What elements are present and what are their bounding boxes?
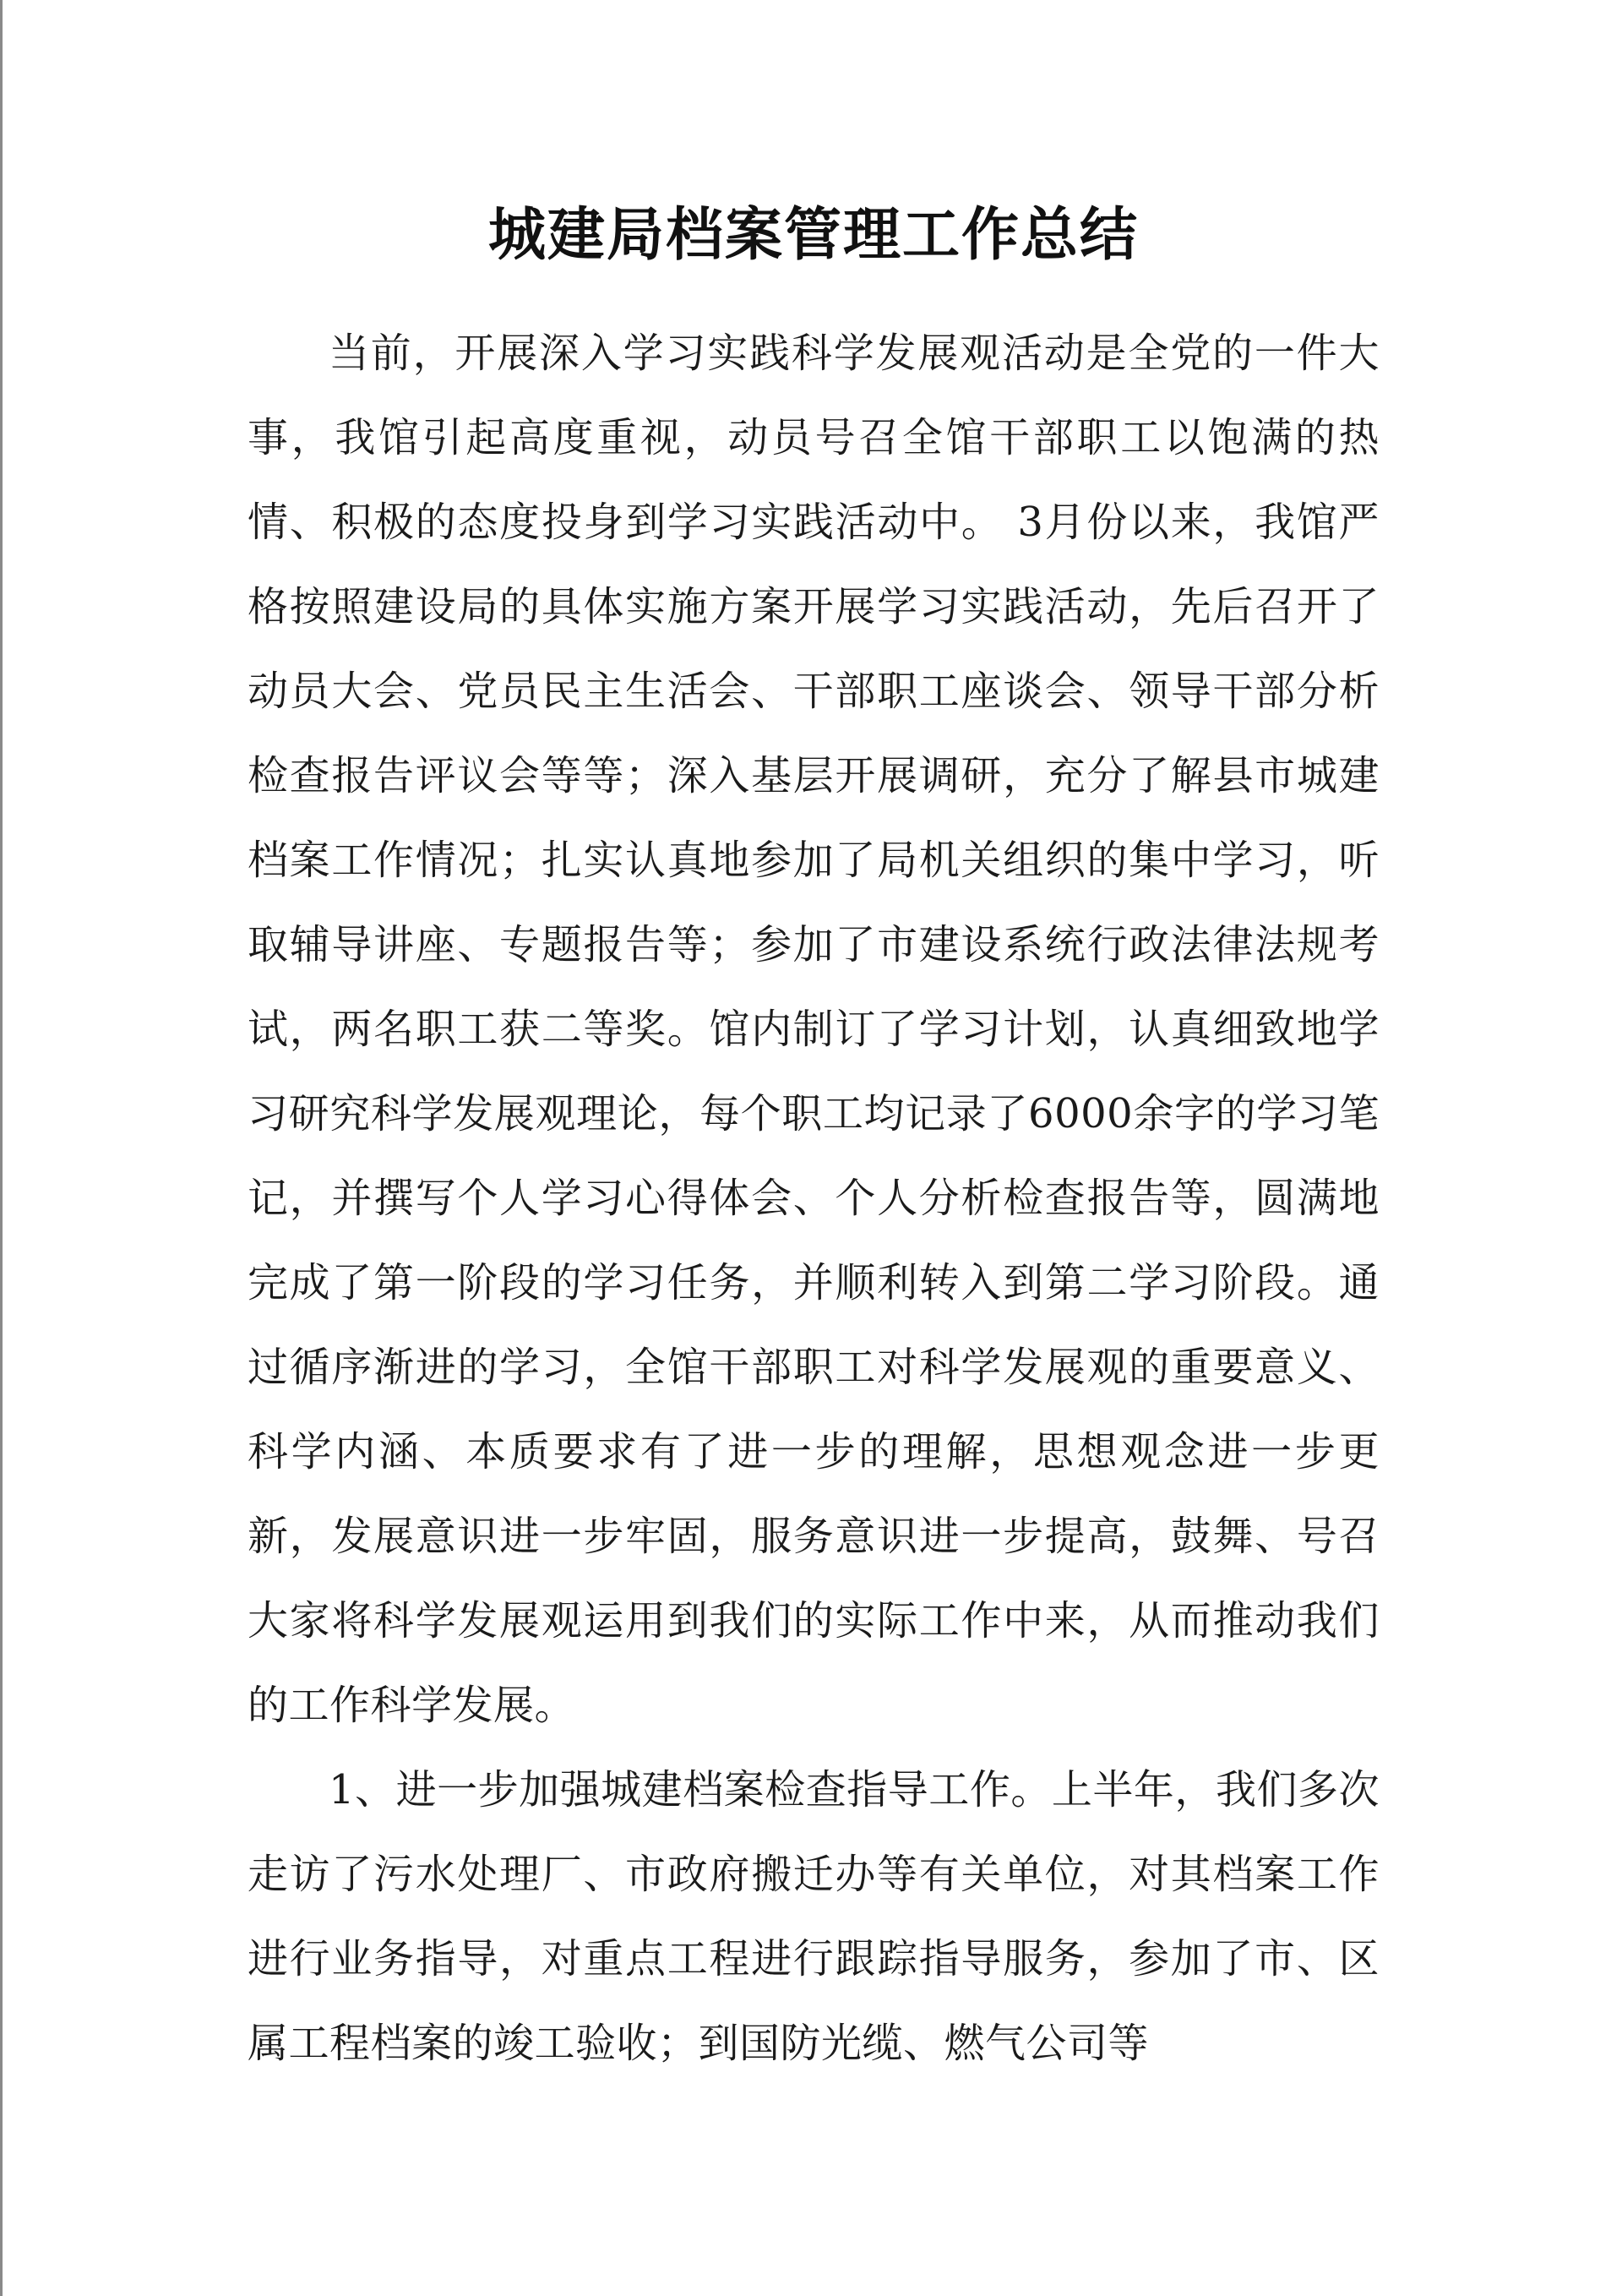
paragraph-intro: 当前，开展深入学习实践科学发展观活动是全党的一件大事，我馆引起高度重视，动员号召全馆干部职工以饱满的热情、积极的态度投身到学习实践活动中。 3月份以来，我馆严格按照建设局的具体实施方案开展学习实践活动，先后召开了动员大会、党员民主生活会、干部职工座谈会、领导干部分析检查报告评议会等等；深入基层开展调研，充分了解县市城建档案工作情况；扎实认真地参加了局机关组织的集中学习，听取辅导讲座、专题报告等；参加了市建设系统行政法律法规考试，两名职工获二等奖。馆内制订了学习计划，认真细致地学习研究科学发展观理论，每个职工均记录了6000余字的学习笔记，并撰写个人学习心得体会、个人分析检查报告等，圆满地完成了第一阶段的学习任务，并顺利转入到第二学习阶段。通过循序渐进的学习，全馆干部职工对科学发展观的重要意义、科学内涵、本质要求有了进一步的理解，思想观念进一步更新，发展意识进一步牢固，服务意识进一步提高，鼓舞、号召大家将科学发展观运用到我们的实际工作中来，从而推动我们的工作科学发展。 [248, 330, 1380, 1729]
paragraph-item-1: 1、进一步加强城建档案检查指导工作。上半年，我们多次走访了污水处理厂、市政府搬迁办等有关单位，对其档案工作进行业务指导，对重点工程进行跟踪指导服务，参加了市、区属工程档案的竣工验收；到国防光缆、燃气公司等 [248, 1766, 1380, 2067]
document-body [248, 311, 1380, 2086]
document-title: 城建局档案管理工作总结 [487, 201, 1139, 269]
